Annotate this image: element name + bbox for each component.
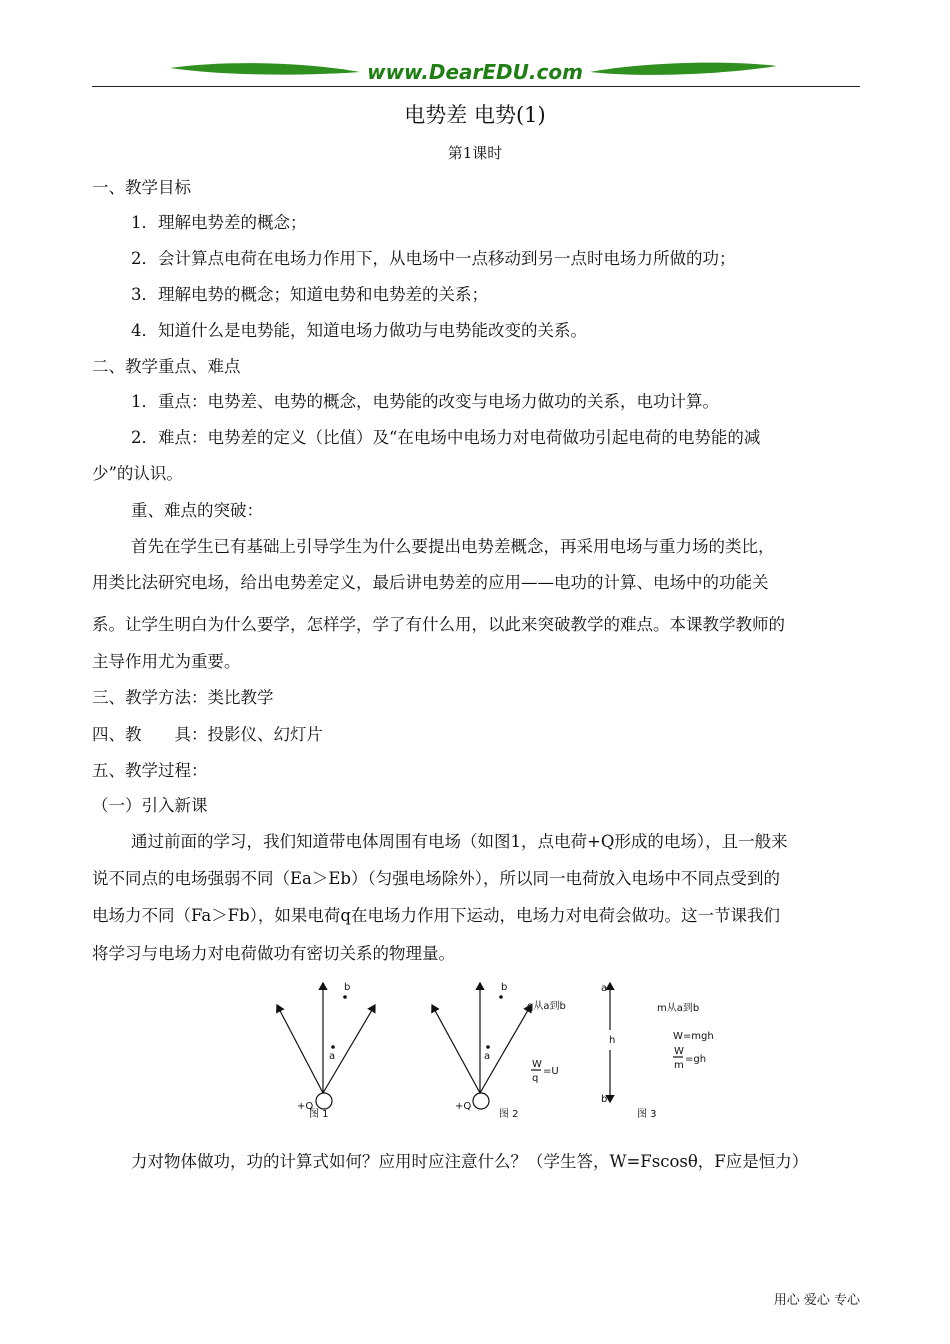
fig2-move-text: q从a到b xyxy=(527,1001,566,1012)
paragraph-line: 将学习与电场力对电荷做功有密切关系的物理量。 xyxy=(92,944,455,963)
header-rule xyxy=(92,86,860,87)
list-item: 1．重点：电势差、电势的概念，电势能的改变与电场力做功的关系，电功计算。 xyxy=(131,392,719,411)
fig3-frac-rhs: =gh xyxy=(685,1054,707,1065)
paragraph-line: 重、难点的突破： xyxy=(131,501,263,520)
fig1-charge: +Q xyxy=(297,1101,314,1112)
paragraph-line: 力对物体做功，功的计算式如何？应用时应注意什么？（学生答，W=Fscosθ，F应是恒力） xyxy=(131,1152,809,1171)
paragraph-line: 少”的认识。 xyxy=(92,464,183,483)
list-item: 2．会计算点电荷在电场力作用下，从电场中一点移动到另一点时电场力所做的功； xyxy=(131,249,736,268)
paragraph-line: 主导作用尤为重要。 xyxy=(92,652,241,671)
paragraph-line: 说不同点的电场强弱不同（Ea＞Eb）（匀强电场除外），所以同一电荷放入电场中不同点受到的 xyxy=(92,869,780,888)
section-heading: 五、教学过程： xyxy=(92,761,208,780)
figure-3 xyxy=(610,983,683,1102)
section-heading: 二、教学重点、难点 xyxy=(92,357,241,376)
figure-1 xyxy=(277,983,375,1109)
fig2-point-a: a xyxy=(484,1051,491,1062)
fig2-charge: +Q xyxy=(455,1101,472,1112)
page-subtitle: 第1课时 xyxy=(447,144,503,162)
logo-swoosh-left xyxy=(170,63,360,75)
fig1-caption: 图 1 xyxy=(309,1109,329,1120)
section-heading: 四、教 具：投影仪、幻灯片 xyxy=(92,725,323,744)
fig3-frac-den: m xyxy=(674,1060,684,1071)
fig2-frac-den: q xyxy=(532,1073,539,1084)
logo-text: www.DearEDU.com xyxy=(367,60,583,84)
fig2-point-b: b xyxy=(501,982,508,993)
paragraph-line: 电场力不同（Fa＞Fb），如果电荷q在电场力作用下运动，电场力对电荷会做功。这一节课我们 xyxy=(92,906,780,925)
paragraph-line: 通过前面的学习，我们知道带电体周围有电场（如图1，点电荷+Q形成的电场），且一般来 xyxy=(131,832,788,851)
site-logo xyxy=(165,56,785,86)
paragraph-line: 首先在学生已有基础上引导学生为什么要提出电势差概念，再采用电场与重力场的类比， xyxy=(131,537,775,556)
list-item: 4．知道什么是电势能，知道电场力做功与电势能改变的关系。 xyxy=(131,321,587,340)
fig3-frac-num: W xyxy=(674,1046,684,1057)
list-item: 2．难点：电势差的定义（比值）及“在电场中电场力对电荷做功引起电荷的电势能的减 xyxy=(131,428,761,447)
paragraph-line: 系。让学生明白为什么要学，怎样学，学了有什么用，以此来突破教学的难点。本课教学教师的 xyxy=(92,615,785,634)
figure-group xyxy=(265,975,725,1123)
fig2-caption: 图 2 xyxy=(499,1109,519,1120)
figure-2 xyxy=(432,983,541,1109)
page-title: 电势差 电势(1) xyxy=(404,103,546,127)
subsection-heading: （一）引入新课 xyxy=(92,796,208,815)
fig3-work: W=mgh xyxy=(673,1031,714,1042)
page-footer: 用心 爱心 专心 xyxy=(773,1293,860,1308)
fig3-height-label: h xyxy=(609,1035,616,1046)
fig2-frac-rhs: =U xyxy=(543,1066,559,1077)
section-heading: 三、教学方法：类比教学 xyxy=(92,688,274,707)
list-item: 1．理解电势差的概念； xyxy=(131,213,307,232)
fig3-top-label: a xyxy=(601,983,608,994)
fig3-caption: 图 3 xyxy=(637,1109,657,1120)
section-heading: 一、教学目标 xyxy=(92,178,191,197)
fig1-point-b: b xyxy=(344,982,351,993)
logo-swoosh-right xyxy=(590,63,777,75)
fig1-point-a: a xyxy=(329,1051,336,1062)
fig2-frac-num: W xyxy=(532,1059,542,1070)
paragraph-line: 用类比法研究电场，给出电势差定义，最后讲电势差的应用——电功的计算、电场中的功能关 xyxy=(92,573,769,592)
fig3-bottom-label: b xyxy=(601,1094,608,1105)
fig3-move-text: m从a到b xyxy=(657,1003,700,1014)
list-item: 3．理解电势的概念；知道电势和电势差的关系； xyxy=(131,285,488,304)
